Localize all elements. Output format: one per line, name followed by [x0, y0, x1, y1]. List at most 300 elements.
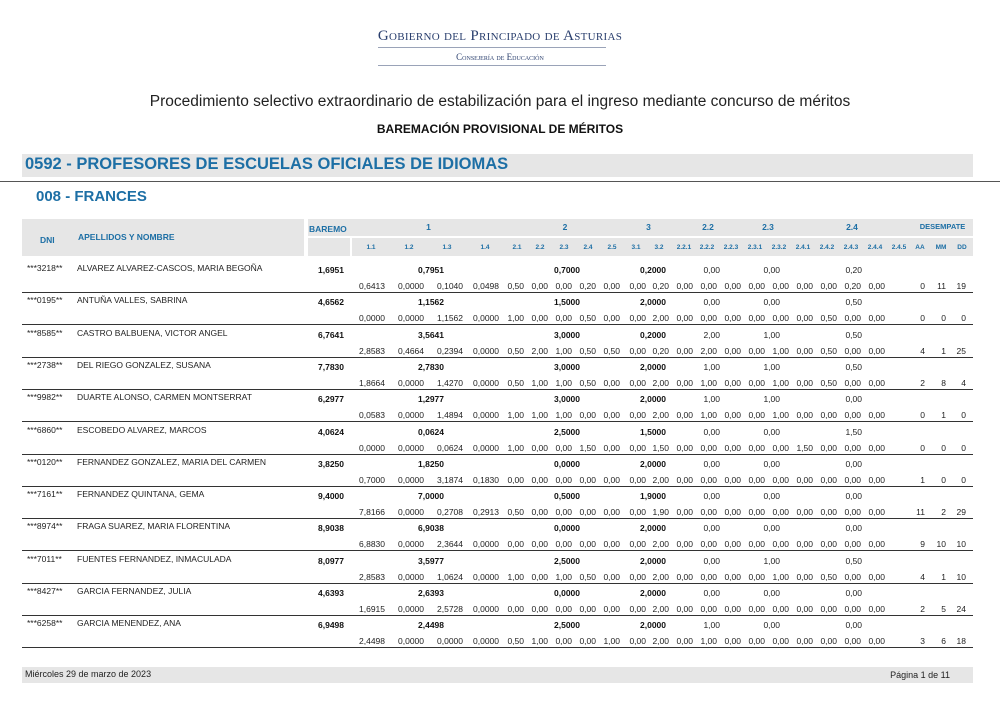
table-row-subscore: 0,0000	[437, 636, 463, 646]
table-row-subscore: 0,00	[748, 636, 765, 646]
table-row-subscore: 1,50	[652, 443, 669, 453]
table-row-total-2: 3,0000	[554, 394, 580, 404]
table-row-subscore: 0,00	[531, 443, 548, 453]
table-row-subscore: 0,00	[844, 539, 861, 549]
table-row-subscore: 0,00	[629, 443, 646, 453]
table-row-subscore: 6	[941, 636, 946, 646]
table-row-baremo: 8,0977	[318, 556, 344, 566]
table-row-subscore: 0,0000	[398, 475, 424, 485]
header-sub-1: 1.2	[404, 244, 414, 251]
table-row-subscore: 0,00	[796, 475, 813, 485]
table-row-total-1: 3,5977	[418, 556, 444, 566]
table-row-name: FERNANDEZ GONZALEZ, MARIA DEL CARMEN	[77, 457, 267, 467]
table-row-subscore: 0,00	[531, 572, 548, 582]
table-row-subscore: 0,00	[724, 281, 741, 291]
table-row-subscore: 0,00	[724, 475, 741, 485]
table-row-subscore: 0,20	[844, 281, 861, 291]
table-row-subscore: 2	[920, 378, 925, 388]
table-row-subscore: 0	[920, 443, 925, 453]
table-row-subscore: 0,00	[748, 378, 765, 388]
table-row-subscore: 1,00	[531, 378, 548, 388]
table-row-subscore: 0,00	[629, 572, 646, 582]
table-row-total-2-4: 0,00	[845, 459, 862, 469]
table-row-subscore: 0,00	[748, 572, 765, 582]
table-row-subscore: 0,00	[796, 281, 813, 291]
table-row-subscore: 0,00	[868, 507, 885, 517]
row-divider	[22, 357, 973, 358]
table-row-dni: ***0195**	[27, 295, 63, 305]
table-row-total-1: 2,4498	[418, 620, 444, 630]
table-row-subscore: 1,00	[555, 410, 572, 420]
table-row-subscore: 1,00	[772, 346, 789, 356]
table-row-subscore: 0,6413	[359, 281, 385, 291]
table-row-subscore: 0,00	[629, 410, 646, 420]
table-row-total-2: 3,0000	[554, 362, 580, 372]
table-row-subscore: 29	[956, 507, 966, 517]
table-row-subscore: 0,00	[772, 539, 789, 549]
table-row-subscore: 0,00	[844, 443, 861, 453]
table-row-total-1: 1,1562	[418, 297, 444, 307]
government-name: Gobierno del Principado de Asturias	[377, 28, 623, 44]
table-row-subscore: 3,1874	[437, 475, 463, 485]
table-row-subscore: 0,00	[531, 507, 548, 517]
table-row-subscore: 0,0583	[359, 410, 385, 420]
table-row-subscore: 0,50	[820, 313, 837, 323]
table-row-subscore: 0,00	[772, 443, 789, 453]
table-row-subscore: 2,8583	[359, 346, 385, 356]
table-row-baremo: 8,9038	[318, 523, 344, 533]
table-row-subscore: 0,00	[700, 443, 717, 453]
table-row-subscore: 0,00	[579, 410, 596, 420]
table-row-subscore: 2,00	[652, 636, 669, 646]
table-row-total-2-3: 1,00	[763, 556, 780, 566]
header-sub-22: MM	[935, 244, 947, 251]
table-row-name: ALVAREZ ALVAREZ-CASCOS, MARIA BEGOÑA	[77, 263, 263, 273]
table-row-subscore: 1,00	[772, 572, 789, 582]
table-row-total-3: 2,0000	[640, 459, 666, 469]
table-row-subscore: 0,0000	[398, 281, 424, 291]
table-row-subscore: 0,1040	[437, 281, 463, 291]
table-row-subscore: 0	[961, 475, 966, 485]
table-row-total-2: 0,0000	[554, 459, 580, 469]
table-row-subscore: 0,00	[629, 281, 646, 291]
table-row-subscore: 0,50	[820, 572, 837, 582]
header-sub-9: 3.1	[631, 244, 641, 251]
table-row-total-1: 3,5641	[418, 330, 444, 340]
table-row-subscore: 0,00	[676, 313, 693, 323]
table-row-subscore: 0,00	[579, 604, 596, 614]
band-divider	[0, 181, 1000, 182]
table-row-subscore: 0,00	[772, 507, 789, 517]
table-row-subscore: 0,00	[844, 636, 861, 646]
table-row-dni: ***0120**	[27, 457, 63, 467]
table-row-subscore: 1,00	[772, 378, 789, 388]
table-row-subscore: 2,00	[700, 346, 717, 356]
table-row-subscore: 5	[941, 604, 946, 614]
table-row-subscore: 0,00	[772, 475, 789, 485]
table-row-subscore: 1,00	[507, 443, 524, 453]
table-row-name: DUARTE ALONSO, CARMEN MONTSERRAT	[77, 392, 252, 402]
table-row-subscore: 0,00	[844, 572, 861, 582]
header-sub-20: 2.4.5	[891, 244, 907, 251]
table-row-subscore: 1,50	[579, 443, 596, 453]
table-row-subscore: 0,00	[844, 313, 861, 323]
table-row-subscore: 0,00	[796, 636, 813, 646]
table-row-subscore: 0,20	[652, 346, 669, 356]
table-row-subscore: 0,00	[507, 604, 524, 614]
table-row-total-2-3: 0,00	[763, 491, 780, 501]
table-row-subscore: 0,00	[603, 443, 620, 453]
table-row-subscore: 2,00	[652, 604, 669, 614]
header-group-3: 2.2	[702, 222, 714, 232]
table-row-total-2: 2,5000	[554, 556, 580, 566]
header-sub-21: AA	[915, 244, 925, 251]
header-sub-23: DD	[957, 244, 967, 251]
table-row-subscore: 1,90	[652, 507, 669, 517]
table-row-dni: ***7011**	[27, 554, 62, 564]
table-row-subscore: 0,00	[603, 410, 620, 420]
table-row-subscore: 0,00	[796, 604, 813, 614]
table-row-subscore: 1,00	[507, 410, 524, 420]
table-row-subscore: 0,2394	[437, 346, 463, 356]
table-row-subscore: 18	[956, 636, 966, 646]
table-row-subscore: 2,5728	[437, 604, 463, 614]
table-row-subscore: 0,00	[748, 281, 765, 291]
table-row-subscore: 0,00	[724, 572, 741, 582]
table-row-baremo: 1,6951	[318, 265, 344, 275]
table-row-subscore: 0,00	[676, 507, 693, 517]
table-row-subscore: 0,00	[820, 604, 837, 614]
table-row-subscore: 0,00	[820, 539, 837, 549]
department-name: Consejería de Educación	[456, 52, 544, 62]
header-divider	[378, 47, 606, 48]
specialty-title: 008 - FRANCES	[36, 188, 147, 205]
table-row-subscore: 0,00	[796, 507, 813, 517]
table-row-subscore: 0,00	[555, 636, 572, 646]
table-row-subscore: 0,00	[868, 346, 885, 356]
table-row-subscore: 0,0000	[473, 313, 499, 323]
table-row-subscore: 0,00	[772, 636, 789, 646]
table-row-subscore: 0,00	[868, 604, 885, 614]
table-row-subscore: 0,20	[579, 281, 596, 291]
table-row-total-2-4: 0,50	[845, 556, 862, 566]
table-row-subscore: 0,00	[820, 281, 837, 291]
table-row-subscore: 0,00	[820, 507, 837, 517]
table-row-subscore: 0,0000	[398, 539, 424, 549]
header-sub-16: 2.4.1	[795, 244, 811, 251]
table-row-subscore: 0,50	[507, 378, 524, 388]
table-row-subscore: 0,00	[748, 475, 765, 485]
table-row-total-2-2: 0,00	[703, 491, 720, 501]
table-row-total-2-2: 0,00	[703, 459, 720, 469]
table-row-name: DEL RIEGO GONZALEZ, SUSANA	[77, 360, 211, 370]
table-row-subscore: 0,00	[700, 313, 717, 323]
table-row-subscore: 0,50	[579, 346, 596, 356]
table-row-subscore: 2,00	[652, 572, 669, 582]
table-row-total-3: 1,5000	[640, 427, 666, 437]
table-row-total-2-3: 0,00	[763, 265, 780, 275]
table-row-total-2-2: 0,00	[703, 265, 720, 275]
table-row-subscore: 0,00	[629, 378, 646, 388]
table-row-subscore: 2	[920, 604, 925, 614]
header-sub-17: 2.4.2	[819, 244, 835, 251]
table-row-total-2-2: 1,00	[703, 394, 720, 404]
header-sub-10: 3.2	[654, 244, 664, 251]
table-row-subscore: 0,0000	[398, 507, 424, 517]
table-row-subscore: 0,00	[844, 475, 861, 485]
table-row-subscore: 1	[941, 410, 946, 420]
table-row-subscore: 0,00	[868, 572, 885, 582]
table-row-subscore: 0	[961, 410, 966, 420]
table-row-subscore: 0,0000	[473, 410, 499, 420]
table-row-subscore: 0,7000	[359, 475, 385, 485]
table-row-baremo: 7,7830	[318, 362, 344, 372]
table-row-total-2-2: 0,00	[703, 523, 720, 533]
table-row-subscore: 0,00	[629, 313, 646, 323]
header-sub-8: 2.5	[607, 244, 617, 251]
table-row-subscore: 0,00	[676, 346, 693, 356]
table-row-subscore: 0,00	[507, 539, 524, 549]
table-row-baremo: 6,2977	[318, 394, 344, 404]
table-row-subscore: 10	[956, 572, 966, 582]
table-row-subscore: 0,00	[820, 410, 837, 420]
table-row-total-2: 0,0000	[554, 588, 580, 598]
table-row-total-2-4: 0,00	[845, 491, 862, 501]
table-row-subscore: 0,00	[603, 507, 620, 517]
table-row-name: FRAGA SUAREZ, MARIA FLORENTINA	[77, 521, 231, 531]
table-row-total-2-2: 0,00	[703, 297, 720, 307]
header-group-6: DESEMPATE	[919, 222, 966, 231]
table-row-subscore: 0,0000	[359, 313, 385, 323]
table-row-subscore: 1,00	[507, 313, 524, 323]
table-row-subscore: 1,00	[555, 378, 572, 388]
table-row-subscore: 11	[937, 281, 946, 291]
table-row-subscore: 0,00	[629, 475, 646, 485]
table-row-subscore: 0,0000	[473, 604, 499, 614]
table-row-subscore: 0,00	[603, 604, 620, 614]
footer-date: Miércoles 29 de marzo de 2023	[25, 669, 152, 679]
header-sub-0: 1.1	[366, 244, 376, 251]
table-row-name: GARCIA FERNANDEZ, JULIA	[77, 586, 192, 596]
table-row-subscore: 0,4664	[398, 346, 424, 356]
table-row-subscore: 0,00	[676, 410, 693, 420]
table-row-total-3: 0,2000	[640, 265, 666, 275]
table-row-subscore: 0,00	[676, 604, 693, 614]
table-row-subscore: 0,00	[748, 443, 765, 453]
table-row-subscore: 0,00	[603, 539, 620, 549]
table-row-subscore: 0,0624	[437, 443, 463, 453]
table-row-subscore: 0,00	[629, 604, 646, 614]
table-row-subscore: 7,8166	[359, 507, 385, 517]
table-row-subscore: 0,2913	[473, 507, 499, 517]
table-row-subscore: 1,00	[555, 572, 572, 582]
header-dni: DNI	[40, 235, 55, 245]
table-row-total-3: 2,0000	[640, 556, 666, 566]
table-row-subscore: 0,0000	[398, 604, 424, 614]
header-group-4: 2.3	[762, 222, 774, 232]
table-row-total-1: 2,6393	[418, 588, 444, 598]
header-bg-baremo	[308, 238, 350, 256]
table-row-subscore: 0	[920, 313, 925, 323]
table-row-total-3: 2,0000	[640, 297, 666, 307]
table-row-subscore: 0	[941, 313, 946, 323]
header-sub-19: 2.4.4	[867, 244, 883, 251]
table-row-subscore: 0,00	[676, 572, 693, 582]
table-row-total-1: 1,8250	[418, 459, 444, 469]
table-row-subscore: 1,4270	[437, 378, 463, 388]
table-row-subscore: 0,00	[555, 507, 572, 517]
table-row-subscore: 0,00	[555, 281, 572, 291]
table-row-subscore: 0,00	[724, 378, 741, 388]
header-group-0: 1	[426, 222, 431, 232]
table-row-subscore: 0,0000	[398, 636, 424, 646]
table-row-subscore: 0,00	[796, 539, 813, 549]
table-row-total-2-4: 0,00	[845, 523, 862, 533]
table-row-subscore: 0,00	[724, 636, 741, 646]
table-row-subscore: 2,00	[652, 410, 669, 420]
table-row-subscore: 0,00	[724, 443, 741, 453]
table-row-subscore: 2,00	[652, 475, 669, 485]
row-divider	[22, 550, 973, 551]
table-row-subscore: 0,00	[700, 604, 717, 614]
table-row-subscore: 0,00	[629, 539, 646, 549]
table-row-total-2-4: 0,00	[845, 588, 862, 598]
table-row-subscore: 0,00	[629, 346, 646, 356]
table-row-subscore: 2	[941, 507, 946, 517]
table-row-subscore: 0,50	[820, 378, 837, 388]
table-row-subscore: 0,00	[579, 507, 596, 517]
table-row-subscore: 0,0000	[359, 443, 385, 453]
table-row-total-2-3: 1,00	[763, 394, 780, 404]
row-divider	[22, 647, 973, 648]
table-row-dni: ***2738**	[27, 360, 63, 370]
table-row-subscore: 0,00	[531, 313, 548, 323]
table-row-total-2-4: 0,50	[845, 362, 862, 372]
table-row-subscore: 0,00	[629, 507, 646, 517]
table-row-dni: ***8974**	[27, 521, 63, 531]
table-row-subscore: 0,00	[676, 475, 693, 485]
table-row-subscore: 0,00	[844, 410, 861, 420]
table-row-total-2-4: 0,00	[845, 620, 862, 630]
table-row-total-2-2: 1,00	[703, 362, 720, 372]
table-row-subscore: 0,50	[507, 507, 524, 517]
table-row-name: FERNANDEZ QUINTANA, GEMA	[77, 489, 205, 499]
table-row-total-2-4: 0,50	[845, 330, 862, 340]
table-row-subscore: 0,0000	[473, 378, 499, 388]
table-row-subscore: 0,00	[796, 346, 813, 356]
table-row-subscore: 2,00	[652, 539, 669, 549]
table-row-total-1: 7,0000	[418, 491, 444, 501]
table-row-subscore: 0,00	[844, 507, 861, 517]
table-row-subscore: 0,00	[629, 636, 646, 646]
table-row-subscore: 0,00	[579, 539, 596, 549]
table-row-subscore: 0,00	[603, 378, 620, 388]
table-row-subscore: 2,00	[652, 313, 669, 323]
table-row-subscore: 0,0000	[473, 443, 499, 453]
table-row-subscore: 0,00	[820, 475, 837, 485]
table-row-total-2-4: 0,00	[845, 394, 862, 404]
header-sub-3: 1.4	[480, 244, 490, 251]
row-divider	[22, 518, 973, 519]
table-row-subscore: 0	[920, 281, 925, 291]
table-row-baremo: 4,0624	[318, 427, 344, 437]
table-row-total-1: 1,2977	[418, 394, 444, 404]
table-row-subscore: 0,00	[844, 346, 861, 356]
table-row-baremo: 3,8250	[318, 459, 344, 469]
table-row-subscore: 8	[941, 378, 946, 388]
table-row-subscore: 0,00	[603, 572, 620, 582]
table-row-subscore: 0,00	[748, 539, 765, 549]
table-row-subscore: 0,00	[868, 410, 885, 420]
table-row-subscore: 0,00	[868, 443, 885, 453]
table-row-subscore: 0,00	[724, 410, 741, 420]
table-row-subscore: 0,00	[796, 378, 813, 388]
table-row-subscore: 4	[920, 346, 925, 356]
table-row-subscore: 0,00	[676, 443, 693, 453]
table-row-total-3: 0,2000	[640, 330, 666, 340]
table-row-name: CASTRO BALBUENA, VICTOR ANGEL	[77, 328, 228, 338]
table-row-total-1: 6,9038	[418, 523, 444, 533]
table-row-subscore: 1,50	[796, 443, 813, 453]
table-row-name: GARCIA MENENDEZ, ANA	[77, 618, 181, 628]
table-row-subscore: 0,00	[555, 539, 572, 549]
table-row-subscore: 0,00	[603, 475, 620, 485]
row-divider	[22, 454, 973, 455]
table-row-subscore: 1,1562	[437, 313, 463, 323]
table-row-subscore: 1,00	[507, 572, 524, 582]
table-row-subscore: 0	[961, 443, 966, 453]
table-row-subscore: 2,00	[652, 378, 669, 388]
table-row-subscore: 0,00	[700, 507, 717, 517]
table-row-total-2-3: 1,00	[763, 330, 780, 340]
table-row-subscore: 2,8583	[359, 572, 385, 582]
table-row-subscore: 0,50	[507, 636, 524, 646]
table-row-subscore: 1,00	[700, 378, 717, 388]
table-row-subscore: 0,0000	[398, 378, 424, 388]
table-row-subscore: 0,00	[555, 604, 572, 614]
table-row-subscore: 0,00	[531, 604, 548, 614]
table-row-subscore: 0,00	[748, 346, 765, 356]
table-row-subscore: 0,00	[748, 313, 765, 323]
table-row-subscore: 0,00	[724, 313, 741, 323]
table-row-subscore: 11	[916, 507, 925, 517]
footer-page: Página 1 de 11	[890, 670, 950, 680]
table-row-subscore: 4	[961, 378, 966, 388]
table-row-subscore: 0,20	[652, 281, 669, 291]
table-row-subscore: 0,00	[868, 313, 885, 323]
table-row-total-1: 0,7951	[418, 265, 444, 275]
table-row-subscore: 0,00	[748, 410, 765, 420]
table-row-total-2-2: 0,00	[703, 427, 720, 437]
table-row-subscore: 0,00	[748, 604, 765, 614]
header-sub-15: 2.3.2	[771, 244, 787, 251]
table-row-baremo: 6,9498	[318, 620, 344, 630]
table-row-total-1: 0,0624	[418, 427, 444, 437]
table-row-subscore: 1,00	[603, 636, 620, 646]
table-row-total-2: 0,7000	[554, 265, 580, 275]
row-divider	[22, 615, 973, 616]
table-row-subscore: 0,1830	[473, 475, 499, 485]
table-row-total-2-4: 1,50	[845, 427, 862, 437]
table-row-total-3: 1,9000	[640, 491, 666, 501]
table-row-subscore: 1	[941, 346, 946, 356]
table-row-subscore: 0,00	[820, 636, 837, 646]
table-row-subscore: 1,00	[555, 346, 572, 356]
table-row-subscore: 0,00	[507, 475, 524, 485]
table-row-name: ESCOBEDO ALVAREZ, MARCOS	[77, 425, 207, 435]
header-sub-14: 2.3.1	[747, 244, 763, 251]
table-row-subscore: 2,4498	[359, 636, 385, 646]
